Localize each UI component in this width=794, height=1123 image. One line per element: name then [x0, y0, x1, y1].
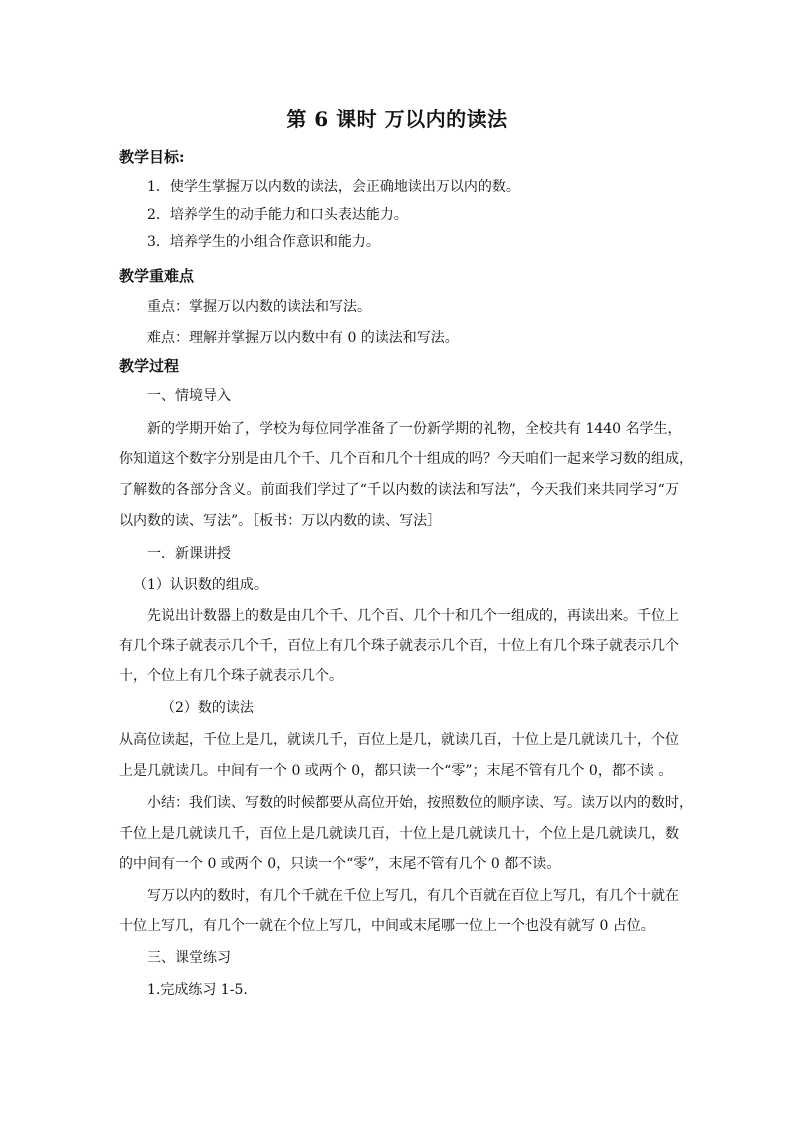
- key-point: 重点：掌握万以内数的读法和写法。: [147, 299, 371, 315]
- paragraph-line: 的中间有一个 0 或两个 0，只读一个“零”，末尾不管有几个 0 都不读。: [119, 856, 561, 872]
- paragraph-line: 写万以内的数时，有几个千就在千位上写几，有几个百就在百位上写几，有几个十就在: [147, 888, 679, 904]
- paragraph-line: 了解数的各部分含义。前面我们学过了“千以内数的读法和写法”，今天我们来共同学习“万: [119, 482, 679, 498]
- difficult-point: 难点：理解并掌握万以内数中有 0 的读法和写法。: [147, 330, 459, 346]
- paragraph-line: 以内数的读、写法”。［板书：万以内数的读、写法］: [119, 513, 442, 529]
- objective-item-2: 2．培养学生的动手能力和口头表达能力。: [147, 207, 408, 223]
- objectives-heading: 教学目标:: [119, 148, 185, 166]
- subsection-reading: （2）数的读法: [161, 700, 254, 716]
- page-title: 第 6 课时 万以内的读法: [286, 107, 508, 131]
- practice-item: 1.完成练习 1-5.: [147, 982, 248, 998]
- subsection-new-lesson: 一．新课讲授: [147, 546, 231, 562]
- subsection-composition: （1）认识数的组成。: [133, 577, 268, 593]
- subsection-intro: 一、情境导入: [147, 388, 231, 404]
- process-heading: 教学过程: [119, 357, 180, 375]
- subsection-practice: 三、课堂练习: [147, 950, 231, 966]
- paragraph-line: 十位上写几，有几个一就在个位上写几，中间或末尾哪一位上一个也没有就写 0 占位。: [119, 918, 655, 934]
- paragraph-line: 千位上是几就读几千，百位上是几就读几百，十位上是几就读几十，个位上是几就读几，数: [119, 826, 679, 842]
- paragraph-line: 新的学期开始了，学校为每位同学准备了一份新学期的礼物，全校共有 1440 名学生，: [147, 421, 682, 437]
- paragraph-line: 小结：我们读、写数的时候都要从高位开始，按照数位的顺序读、写。读万以内的数时，: [147, 795, 693, 811]
- paragraph-line: 十，个位上有几个珠子就表示几个。: [119, 668, 343, 684]
- paragraph-line: 上是几就读几。中间有一个 0 或两个 0，都只读一个“零”；末尾不管有几个 0，都不读 。: [119, 763, 673, 779]
- paragraph-line: 从高位读起，千位上是几，就读几千，百位上是几，就读几百，十位上是几就读几十，个位: [119, 732, 679, 748]
- paragraph-line: 有几个珠子就表示几个千，百位上有几个珠子就表示几个百，十位上有几个珠子就表示几个: [119, 638, 679, 654]
- paragraph-line: 你知道这个数字分别是由几个千、几个百和几个十组成的吗？今天咱们一起来学习数的组成，: [119, 451, 693, 467]
- paragraph-line: 先说出计数器上的数是由几个千、几个百、几个十和几个一组成的，再读出来。千位上: [147, 608, 679, 624]
- objective-item-1: 1．使学生掌握万以内数的读法，会正确地读出万以内的数。: [147, 179, 520, 195]
- key-points-heading: 教学重难点: [119, 267, 195, 285]
- objective-item-3: 3．培养学生的小组合作意识和能力。: [147, 234, 380, 250]
